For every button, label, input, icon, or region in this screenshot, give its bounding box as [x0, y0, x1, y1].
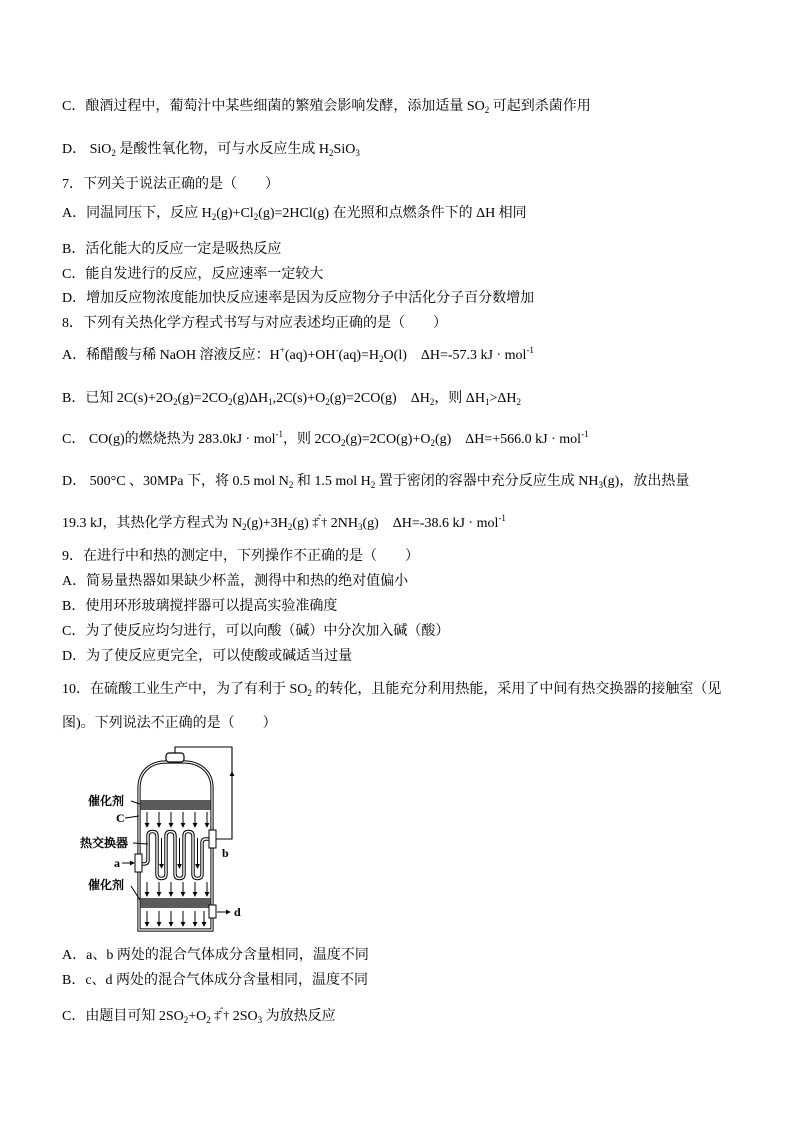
text-run: >ΔH — [489, 391, 517, 406]
label-c: C — [116, 811, 125, 825]
subscript: 2 — [253, 212, 259, 222]
text-run: D． 500°C 、30MPa 下，将 0.5 mol N — [62, 474, 289, 489]
text-run: C．酿酒过程中，葡萄汁中某些细菌的繁殖会影响发酵，添加适量 — [62, 99, 467, 114]
q6-option-d — [62, 140, 360, 160]
text-run: 9．在进行中和热的测定中，下列操作不正确的是（ ） — [62, 549, 419, 564]
text-run: ，则 2CO — [283, 432, 341, 447]
q10-stem-line-1 — [62, 680, 721, 700]
subscript: 2 — [242, 522, 247, 532]
superscript: -1 — [581, 429, 589, 439]
superscript: - — [335, 345, 339, 355]
text-run: 10．在硫酸工业生产中，为了有利于 SO — [62, 682, 308, 697]
text-run: 和 1.5 mol H — [293, 474, 371, 489]
subscript: 2 — [484, 105, 490, 115]
text-run: 2SO — [229, 1009, 258, 1024]
q7-option-d — [62, 289, 534, 309]
subscript: 2 — [211, 212, 217, 222]
text-run: C． CO(g)的燃烧热为 283.0kJ · mol — [62, 432, 276, 447]
text-run: B．已知 2C(s)+2O — [62, 391, 173, 406]
q10-stem-line-2 — [62, 714, 277, 734]
text-run: (aq)=H — [338, 348, 380, 363]
q7-option-b — [62, 240, 281, 260]
text-run: C．能自发进行的反应，反应速率一定较大 — [62, 267, 324, 282]
superscript: -1 — [275, 429, 283, 439]
text-run: A．稀醋酸与稀 NaOH 溶液反应：H — [62, 348, 280, 363]
q7-stem — [62, 175, 279, 195]
subscript: 1 — [268, 397, 273, 407]
q8-option-d-line-2 — [62, 513, 506, 534]
subscript: 2 — [429, 397, 435, 407]
subscript: 2 — [228, 397, 233, 407]
text-run: C．为了使反应均匀进行，可以向酸（碱）中分次加入碱（酸） — [62, 624, 450, 639]
text-run: A．简易量热器如果缺少杯盖，测得中和热的绝对值偏小 — [62, 574, 409, 589]
subscript: 3 — [357, 522, 363, 532]
subscript: 2 — [288, 480, 294, 490]
subscript: 2 — [172, 397, 178, 407]
text-run: ,2C(s)+O — [272, 391, 326, 406]
text-run: (g)+Cl — [216, 206, 254, 221]
subscript: 2 — [370, 480, 376, 490]
text-run: 图)。下列说法不正确的是（ ） — [62, 716, 277, 731]
label-a: a — [114, 856, 120, 870]
q9-option-c — [62, 622, 449, 642]
text-run: 8．下列有关热化学方程式书写与对应表述均正确的是（ ） — [62, 316, 447, 331]
text-run: (g) — [292, 516, 313, 531]
subscript: 1 — [484, 397, 490, 407]
q10-option-a — [62, 946, 369, 966]
q8-stem — [62, 314, 447, 334]
q7-option-a — [62, 204, 527, 224]
q8-option-c — [62, 430, 589, 450]
superscript: ˆ — [220, 1006, 224, 1016]
text-run: SO — [466, 99, 485, 114]
text-run: (g)+3H — [246, 516, 288, 531]
leader-line — [125, 816, 139, 818]
text-run: SiO — [333, 142, 356, 157]
q10-option-c — [62, 1006, 336, 1027]
q9-option-a — [62, 572, 408, 592]
catalyst-layer-top — [141, 800, 211, 810]
contact-chamber-diagram — [78, 744, 248, 934]
subscript: 3 — [257, 1015, 263, 1025]
superscript: -1 — [498, 513, 506, 523]
label-b: b — [222, 846, 229, 860]
subscript: 2 — [340, 438, 346, 448]
text-run: (g) ΔH=-38.6 kJ · mol — [362, 516, 499, 531]
subscript: 2 — [206, 1015, 211, 1025]
q7-option-c — [62, 265, 323, 285]
text-run: 2NH — [327, 516, 358, 531]
text-run: B．c、d 两处的混合气体成分含量相同，温度不同 — [62, 973, 369, 988]
text-run: 可起到杀菌作用 — [489, 99, 591, 114]
text-run: (g)=2CO(g)+O — [345, 432, 431, 447]
subscript: 3 — [355, 148, 360, 158]
inlet-a-connector — [135, 854, 142, 872]
text-run: 的转化，且能充分利用热能，采用了中间有热交换器的接触室（见 — [311, 682, 722, 697]
text-run: 为放热反应 — [262, 1009, 336, 1024]
catalyst-label-bottom: 催化剂 — [88, 878, 125, 892]
subscript: 2 — [516, 397, 521, 407]
text-run: A．同温同压下，反应 H — [62, 206, 212, 221]
q10-option-b — [62, 971, 368, 991]
text-run: ，则 ΔH — [434, 391, 485, 406]
text-run: (g)ΔH — [232, 391, 269, 406]
text-run: (g)，放出热量 — [603, 474, 690, 489]
subscript: 2 — [379, 354, 384, 364]
text-run: 7．下列关于说法正确的是（ ） — [62, 177, 279, 192]
q8-option-d-line-1 — [62, 472, 689, 492]
catalyst-label-top: 催化剂 — [88, 794, 125, 808]
subscript: 2 — [183, 1015, 189, 1025]
subscript: 2 — [329, 148, 334, 158]
text-run: 是酸性氧化物，可与水反应生成 H — [115, 142, 330, 157]
text-run: D．增加反应物浓度能加快反应速率是因为反应物分子中活化分子百分数增加 — [62, 291, 535, 306]
text-run: (g) ΔH=+566.0 kJ · mol — [434, 432, 582, 447]
q9-stem — [62, 547, 419, 567]
text-run: +O — [188, 1009, 207, 1024]
subscript: 2 — [111, 148, 116, 158]
text-run: B．活化能大的反应一定是吸热反应 — [62, 242, 282, 257]
superscript: -1 — [526, 345, 534, 355]
text-run: O(l) ΔH=-57.3 kJ · mol — [383, 348, 527, 363]
subscript: 2 — [325, 397, 330, 407]
subscript: 2 — [307, 688, 312, 698]
q9-option-d — [62, 647, 352, 667]
text-run: (g)=2CO(g) ΔH — [329, 391, 430, 406]
subscript: 3 — [598, 480, 604, 490]
text-run: (g)=2CO — [177, 391, 229, 406]
subscript: 2 — [430, 438, 435, 448]
outlet-b-connector — [209, 830, 216, 848]
text-run: D． SiO — [62, 142, 112, 157]
outlet-d-connector — [209, 905, 216, 918]
heat-exchanger-label: 热交换器 — [80, 836, 129, 850]
text-run: 19.3 kJ，其热化学方程式为 N — [62, 516, 243, 531]
text-run: (aq)+OH — [284, 348, 336, 363]
superscript: + — [279, 345, 285, 355]
q9-option-b — [62, 597, 337, 617]
catalyst-layer-bottom — [141, 898, 211, 908]
text-run: C．由题目可知 2SO — [62, 1009, 184, 1024]
q6-option-c — [62, 97, 591, 117]
label-d: d — [234, 905, 241, 919]
text-run: (g)=2HCl(g) 在光照和点燃条件下的 ΔH 相同 — [258, 206, 527, 221]
top-inlet — [166, 753, 184, 762]
subscript: 2 — [287, 522, 293, 532]
superscript: ˆ — [318, 513, 322, 523]
text-run: 置于密闭的容器中充分反应生成 NH — [375, 474, 599, 489]
equilibrium-sign: ‡̂ — [214, 1008, 221, 1022]
text-run: A．a、b 两处的混合气体成分含量相同，温度不同 — [62, 948, 369, 963]
q8-option-a — [62, 346, 534, 366]
text-run: B．使用环形玻璃搅拌器可以提高实验准确度 — [62, 599, 338, 614]
q8-option-b — [62, 389, 521, 409]
equilibrium-sign: ‡̂ — [312, 515, 319, 529]
text-run: D．为了使反应更完全，可以使酸或碱适当过量 — [62, 649, 353, 664]
equilibrium-sign: † — [223, 1008, 230, 1022]
equilibrium-sign: † — [321, 515, 328, 529]
